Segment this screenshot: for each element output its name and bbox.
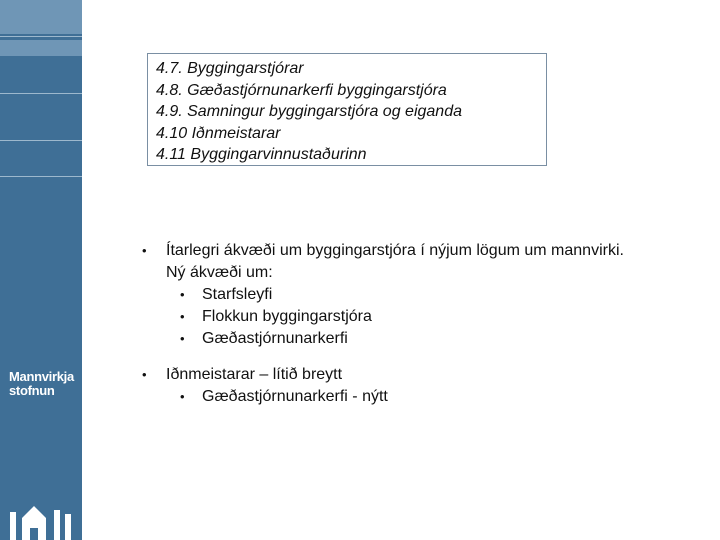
sub-bullet-item	[142, 284, 642, 306]
sidebar-divider	[0, 140, 82, 141]
brand-line-1: Mannvirkja	[9, 369, 74, 384]
topic-item: 4.9. Samningur byggingarstjóra og eiganda	[156, 103, 462, 120]
sub-bullet-item	[142, 386, 642, 408]
sidebar-divider	[0, 176, 82, 177]
sub-bullet-text: Gæðastjórnunarkerfi - nýtt	[202, 388, 388, 405]
bullet-text: Ítarlegri ákvæði um byggingarstjóra í nýjum lögum um mannvirki. Ný ákvæði um:	[166, 242, 624, 281]
brand-logo-text	[9, 370, 74, 398]
topic-item: 4.8. Gæðastjórnunarkerfi byggingarstjóra	[156, 81, 447, 99]
brand-sidebar	[0, 0, 82, 540]
bullet-marker: •	[142, 367, 147, 382]
bullet-text: Iðnmeistarar – lítið breytt	[166, 366, 343, 383]
bullet-marker: •	[180, 331, 185, 346]
sub-bullet-item	[142, 328, 642, 350]
sub-bullet-item	[142, 306, 642, 328]
sidebar-divider	[0, 36, 82, 37]
sidebar-band	[0, 0, 82, 34]
bullet-marker: •	[180, 287, 185, 302]
bullet-marker: •	[180, 309, 185, 324]
topic-item: 4.7. Byggingarstjórar	[156, 60, 304, 77]
bullet-marker: •	[180, 389, 185, 404]
sub-bullet-text: Flokkun byggingarstjóra	[202, 308, 372, 325]
sub-bullet-text: Gæðastjórnunarkerfi	[202, 330, 348, 347]
topic-item: 4.11 Byggingarvinnustaðurinn	[156, 146, 367, 163]
building-logo-icon	[8, 500, 74, 540]
sidebar-divider	[0, 93, 82, 94]
topic-item: 4.10 Iðnmeistarar	[156, 124, 281, 142]
bullet-item	[142, 240, 642, 284]
sidebar-band	[0, 40, 82, 56]
bullet-list	[142, 240, 642, 408]
topic-list-box	[147, 53, 547, 166]
bullet-item	[142, 364, 642, 386]
sub-bullet-text: Starfsleyfi	[202, 286, 273, 303]
brand-line-2: stofnun	[9, 383, 55, 398]
bullet-marker: •	[142, 243, 147, 258]
